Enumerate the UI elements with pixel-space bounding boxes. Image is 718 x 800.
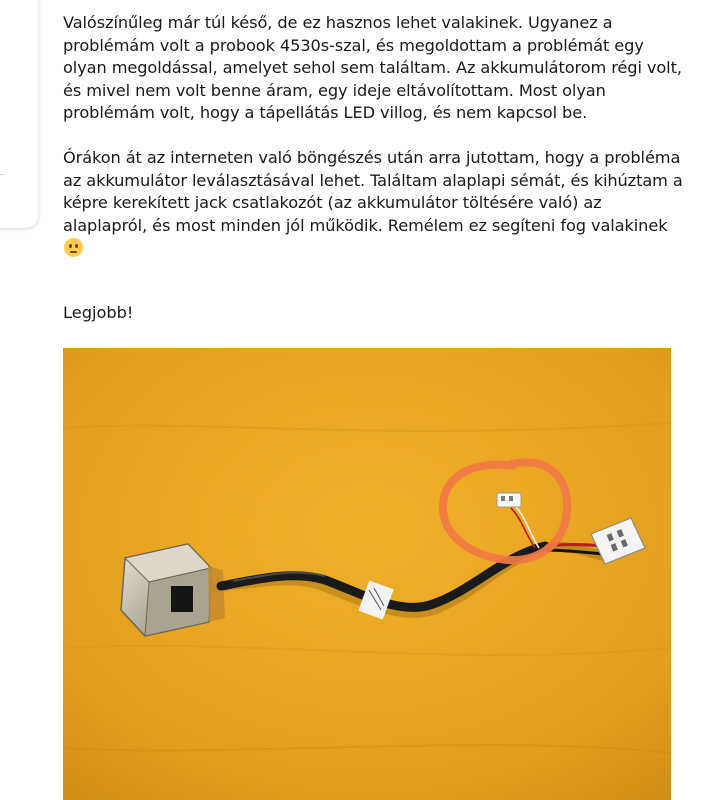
sidebar-divider [0,174,4,175]
slightly-smiling-face-icon [64,238,83,257]
post-paragraph-1: Valószínűleg már túl késő, de ez hasznos lehet valakinek. Ugyanez a problémám volt a probook 4530s-szal, és megoldottam a problémát egy olyan megoldással, amelyet sehol sem találtam. Az akkumulátorom régi volt, és mivel nem volt benne áram, egy ideje eltávolítottam. Most olyan problémám volt, hogy a tápellátás LED villog, és nem kapcsol be. [63,13,682,122]
post-paragraph-2 [63,147,683,260]
small-battery-connector [497,493,521,507]
post-body [63,12,683,260]
attached-photo[interactable] [63,348,671,800]
post-paragraph-2-text: Órákon át az interneten való böngészés után arra jutottam, hogy a probléma az akkumulátor leválasztásával lehet. Találtam alaplapi sémát, és kihúztam a képre kerekített jack csatlakozót (az akkumulátor töltésére való) az alaplapról, és most minden jól működik. Remélem ez segíteni fog valakinek [63,148,683,235]
sidebar-card [0,0,38,228]
post-sign-off: Legjobb! [63,303,134,322]
